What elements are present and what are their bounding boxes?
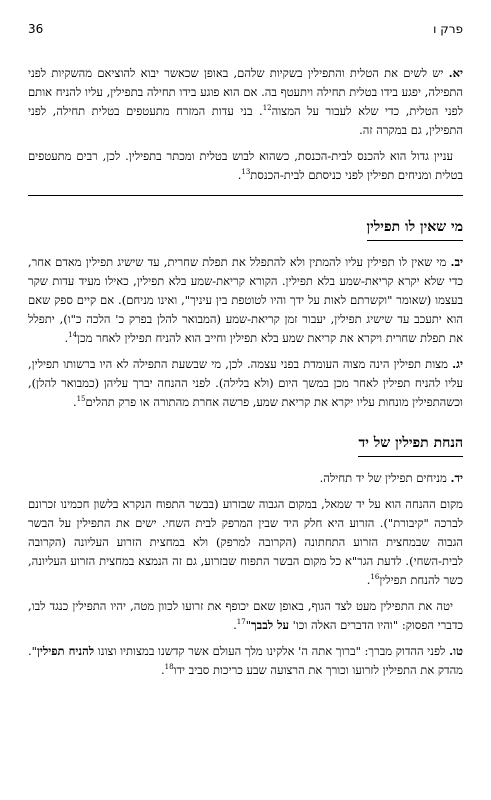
paragraph-text-tail: . בני עדות המזרח מתעטפים בטלית תחילה, לפני התפילין, גם במקרה זה. — [28, 104, 463, 137]
paragraph-text: מקום ההנחה הוא על יד שמאל, במקום הגבוה שבזרוע (בבשר התפוח הנקרא בלשון חכמינו זכרונם לברכה "קיבורת"). הזרוע היא חלק היד שבין המרפק לבית השחי. ישים את התפילין על הבשר הגבוה שבמחצית הזרוע התחתונה (הקרובה למרפק) ולא במחצית הזרוע העליונה (הקרובה לבית-השחי). לדעת הגר"א כל מקום הבשר התפוח שבזרוע, גם זה הנמצא במחצית הזרוע העליונה, כשר להנחת תפילין — [28, 497, 463, 587]
emphasized-text: להניח תפילין — [36, 644, 95, 658]
paragraph-text: לפני ההדוק מברך: "ברוך אתה ה' אלקינו מלך העולם אשר קדשנו במצותיו וצונו — [94, 644, 450, 658]
section-title-no-tefillin: מי שאין לו תפילין — [367, 218, 463, 241]
paragraph-text-tail: . — [72, 395, 77, 409]
paragraph-text-tail: . — [237, 168, 242, 182]
page-body — [28, 64, 463, 784]
paragraph-text: מניחים תפילין של יד תחילה. — [319, 471, 451, 485]
paragraph-text: ". מהדק את התפילין לזרועו וכורך את הרצועה שבע כריכות סביב ידו — [28, 644, 463, 677]
paragraph-text: יש לשים את הטלית והתפילין בשקיות שלהם, באופן שכאשר יבוא להוציאם מהשקיות לפני התפילה, יפגע בידו בטלית תחילה ויתעטף בה. אם הוא פוגע בידו תחילה בתפילין, עליו להניח אותם לפני הטלית, כדי שלא לעבור על המצוה — [28, 66, 463, 118]
footnote-ref: 16 — [370, 573, 380, 582]
page-header — [28, 22, 463, 40]
paragraph-text-tail: . — [64, 331, 69, 345]
paragraph-text-tail: . — [233, 618, 237, 632]
footnote-ref: 17 — [236, 618, 246, 627]
paragraph-text: עניין גדול הוא להכנס לבית-הכנסת, כשהוא לבוש בטלית ומכתר בתפילין. לכן, רבים מתעטפים בטלית ומניחים תפילין לפני כניסתם לבית-הכנסת — [28, 149, 463, 182]
footnote-ref: 12 — [262, 104, 272, 113]
paragraph-text: יטה את התפילין מעט לצד הגוף, באופן שאם יכופף את זרועו לכוון מטה, יהיו התפילין כנגד לבו, כדברי הפסוק: "והיו הדברים האלה וכו' — [28, 599, 463, 632]
footnote-ref: 13 — [241, 168, 251, 177]
section-heading-wrap — [28, 208, 463, 253]
paragraph-11 — [28, 64, 463, 140]
section-heading-wrap — [28, 424, 463, 469]
footnote-ref: 14 — [68, 331, 78, 340]
paragraph-11-b — [28, 147, 463, 185]
paragraph-14-c — [28, 597, 463, 635]
paragraph-text: מצות תפילין הינה מצוה העומדת בפני עצמה. לכן, מי שבשעת התפילה לא היו ברשותו תפילין, עליו להניח תפילין לאחר מכן במשך היום (ולא בלילה). לפני ההנחה יברך עליהן (כמבואר להלן), וכשהתפילין מונחות עליו יקרא את קריאת שמע, פרשה אחרת מהתורה או פרק תהלים — [28, 357, 463, 409]
paragraph-number: יא. — [448, 66, 463, 80]
paragraph-number: יג. — [452, 357, 463, 371]
footnote-ref: 18 — [164, 663, 174, 672]
page-number: 36 — [28, 22, 44, 36]
emphasized-text: על לבבך — [251, 618, 290, 632]
section-divider — [28, 195, 463, 196]
section-title-hand-tefillin: הנחת תפילין של יד — [358, 434, 463, 457]
paragraph-number: יב. — [450, 255, 463, 269]
paragraph-14 — [28, 469, 463, 488]
paragraph-text-tail: . — [160, 663, 165, 677]
chapter-title: פרק ו — [433, 22, 463, 36]
paragraph-text: " — [245, 618, 252, 632]
footnote-ref: 15 — [76, 395, 86, 404]
paragraph-number: יד. — [450, 471, 463, 485]
paragraph-text-tail: . — [366, 573, 371, 587]
paragraph-13 — [28, 355, 463, 412]
paragraph-text: מי שאין לו תפילין עליו להמתין ולא להתפלל את תפלת שחרית, עד שישיג תפילין מאדם אחר, כדי שלא יקרא קריאת-שמע בלא תפילין. הקורא קריאת-שמע בלא תפילין, כאילו מעיד עדות שקר בעצמו (שאומר "וקשרתם לאות על ידך והיו לטוטפת בין עיניך", ואינו מניחם). אם קיים ספק שאם הוא יתעכב עד שישיג תפילין, יעבור זמן קריאת-שמע (המבואר להלן בפרק כ' הלכה כ"ו), יתפלל את תפלת שחרית ויקרא את קריאת שמע בלא תפילין וחייב הוא להניח תפילין לאחר מכן — [28, 255, 463, 345]
paragraph-15 — [28, 642, 463, 680]
paragraph-14-b — [28, 495, 463, 590]
paragraph-number: טו. — [449, 644, 463, 658]
paragraph-12 — [28, 253, 463, 348]
